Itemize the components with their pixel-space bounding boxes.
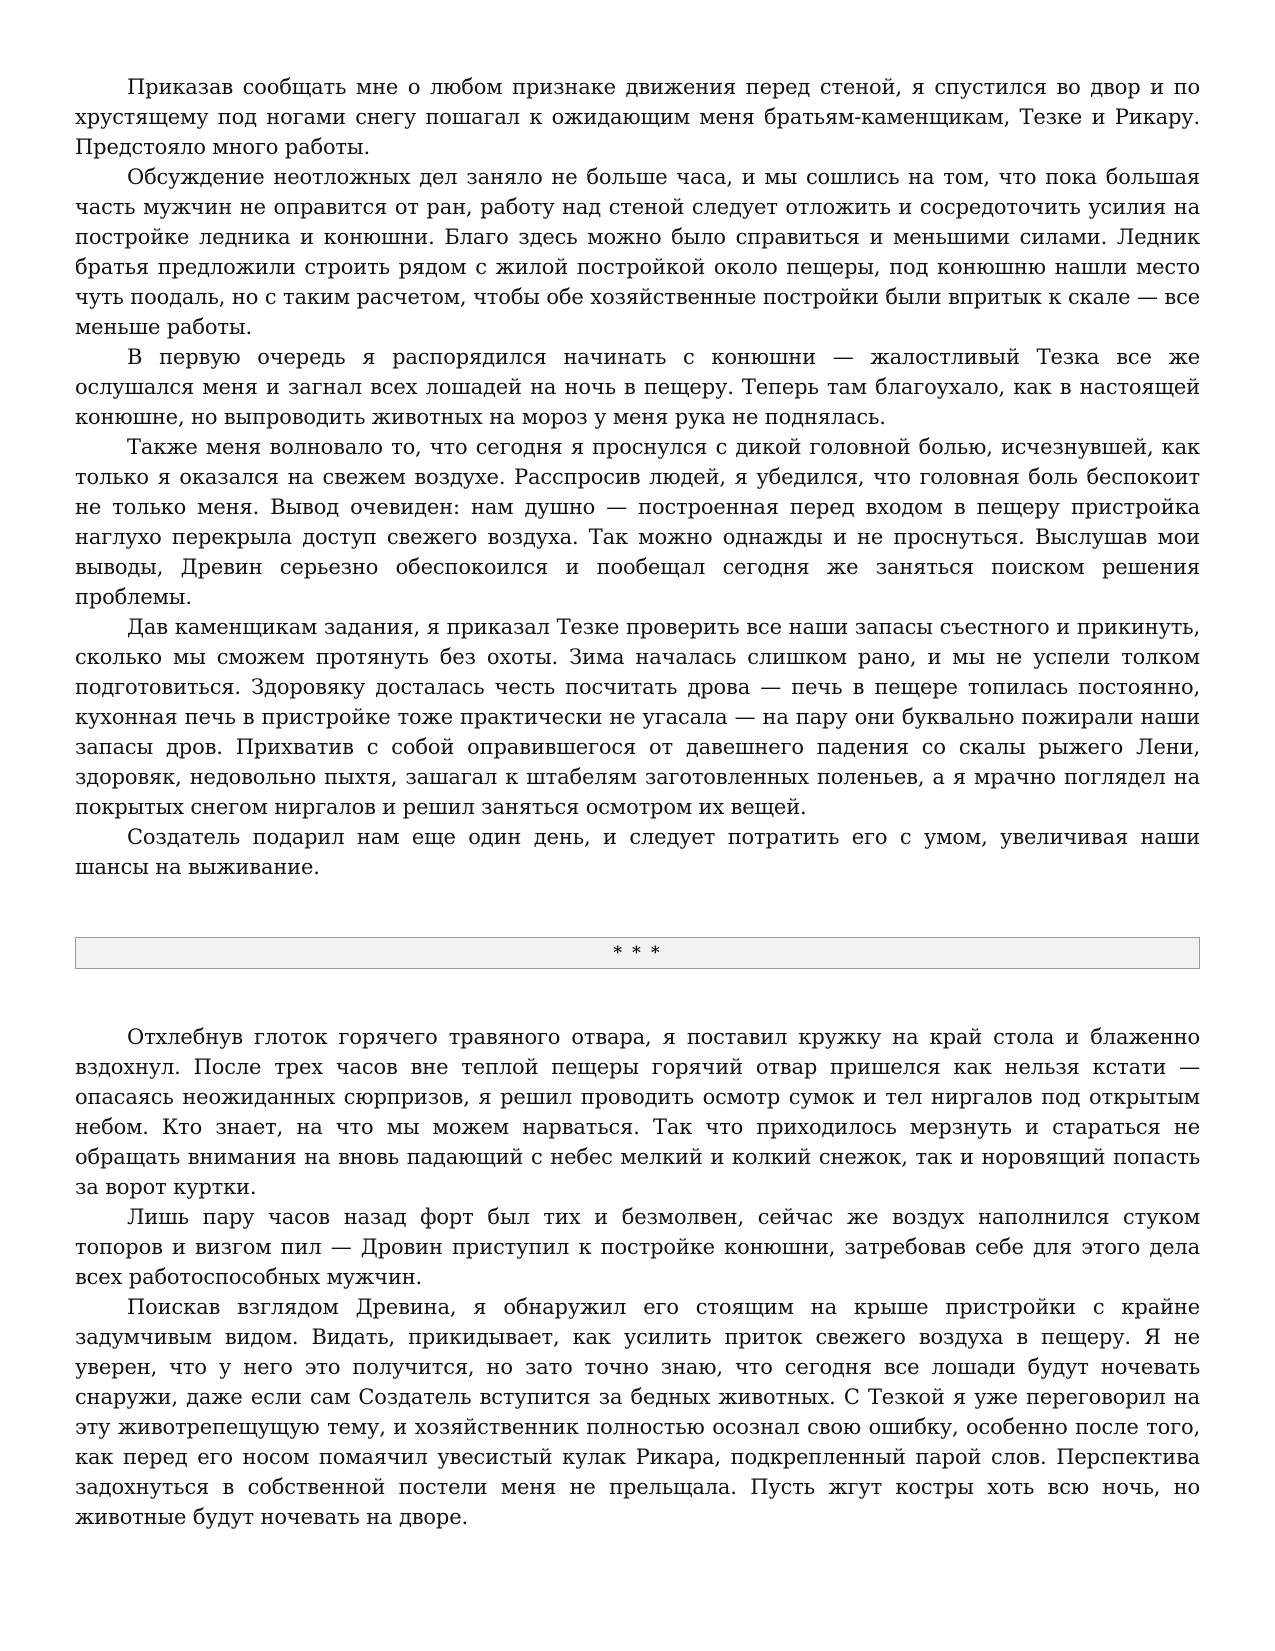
paragraph: Также меня волновало то, что сегодня я проснулся с дикой головной болью, исчезнувшей, как только я оказался на свежем воздухе. Расспросив людей, я убедился, что головная боль беспокоит не только меня. Вывод очевиден: нам душно — построенная перед входом в пещеру пристройка наглухо перекрыла доступ свежего воздуха. Так можно однажды и не проснуться. Выслушав мои выводы, Древин серьезно обеспокоился и пообещал сегодня же заняться поиском решения проблемы.	[75, 435, 1200, 609]
paragraph: Отхлебнув глоток горячего травяного отвара, я поставил кружку на край стола и блаженно вздохнул. После трех часов вне теплой пещеры горячий отвар пришелся как нельзя кстати — опасаясь неожиданных сюрпризов, я решил проводить осмотр сумок и тел ниргалов под открытым небом. Кто знает, на что мы можем нарваться. Так что приходилось мерзнуть и стараться не обращать внимания на вновь падающий с небес мелкий и колкий снежок, так и норовящий попасть за ворот куртки.	[75, 1025, 1200, 1199]
section-divider	[75, 937, 1200, 969]
paragraph: Дав каменщикам задания, я приказал Тезке проверить все наши запасы съестного и прикинуть, сколько мы сможем протянуть без охоты. Зима началась слишком рано, и мы не успели толком подготовиться. Здоровяку досталась честь посчитать дрова — печь в пещере топилась постоянно, кухонная печь в пристройке тоже практически не угасала — на пару они буквально пожирали наши запасы дров. Прихватив с собой оправившегося от давешнего падения со скалы рыжего Лени, здоровяк, недовольно пыхтя, зашагал к штабелям заготовленных поленьев, а я мрачно поглядел на покрытых снегом ниргалов и решил заняться осмотром их вещей.	[75, 615, 1200, 819]
section-1	[75, 72, 1200, 882]
paragraph: Поискав взглядом Древина, я обнаружил его стоящим на крыше пристройки с крайне задумчивым видом. Видать, прикидывает, как усилить приток свежего воздуха в пещеру. Я не уверен, что у него это получится, но зато точно знаю, что сегодня все лошади будут ночевать снаружи, даже если сам Создатель вступится за бедных животных. С Тезкой я уже переговорил на эту животрепещущую тему, и хозяйственник полностью осознал свою ошибку, особенно после того, как перед его носом помаячил увесистый кулак Рикара, подкрепленный парой слов. Перспектива задохнуться в собственной постели меня не прельщала. Пусть жгут костры хоть всю ночь, но животные будут ночевать на дворе.	[75, 1295, 1200, 1529]
divider-asterisks: * * *	[613, 943, 662, 963]
paragraph: Создатель подарил нам еще один день, и следует потратить его с умом, увеличивая наши шансы на выживание.	[75, 825, 1200, 879]
paragraph: Приказав сообщать мне о любом признаке движения перед стеной, я спустился во двор и по хрустящему под ногами снегу пошагал к ожидающим меня братьям-каменщикам, Тезке и Рикару. Предстояло много работы.	[75, 75, 1200, 159]
section-2	[75, 1022, 1200, 1532]
paragraph: Лишь пару часов назад форт был тих и безмолвен, сейчас же воздух наполнился стуком топоров и визгом пил — Дровин приступил к постройке конюшни, затребовав себе для этого дела всех работоспособных мужчин.	[75, 1205, 1200, 1289]
document-page	[75, 72, 1200, 1532]
paragraph: В первую очередь я распорядился начинать с конюшни — жалостливый Тезка все же ослушался меня и загнал всех лошадей на ночь в пещеру. Теперь там благоухало, как в настоящей конюшне, но выпроводить животных на мороз у меня рука не поднялась.	[75, 345, 1200, 429]
paragraph: Обсуждение неотложных дел заняло не больше часа, и мы сошлись на том, что пока большая часть мужчин не оправится от ран, работу над стеной следует отложить и сосредоточить усилия на постройке ледника и конюшни. Благо здесь можно было справиться и меньшими силами. Ледник братья предложили строить рядом с жилой постройкой около пещеры, под конюшню нашли место чуть поодаль, но с таким расчетом, чтобы обе хозяйственные постройки были впритык к скале — все меньше работы.	[75, 165, 1200, 339]
